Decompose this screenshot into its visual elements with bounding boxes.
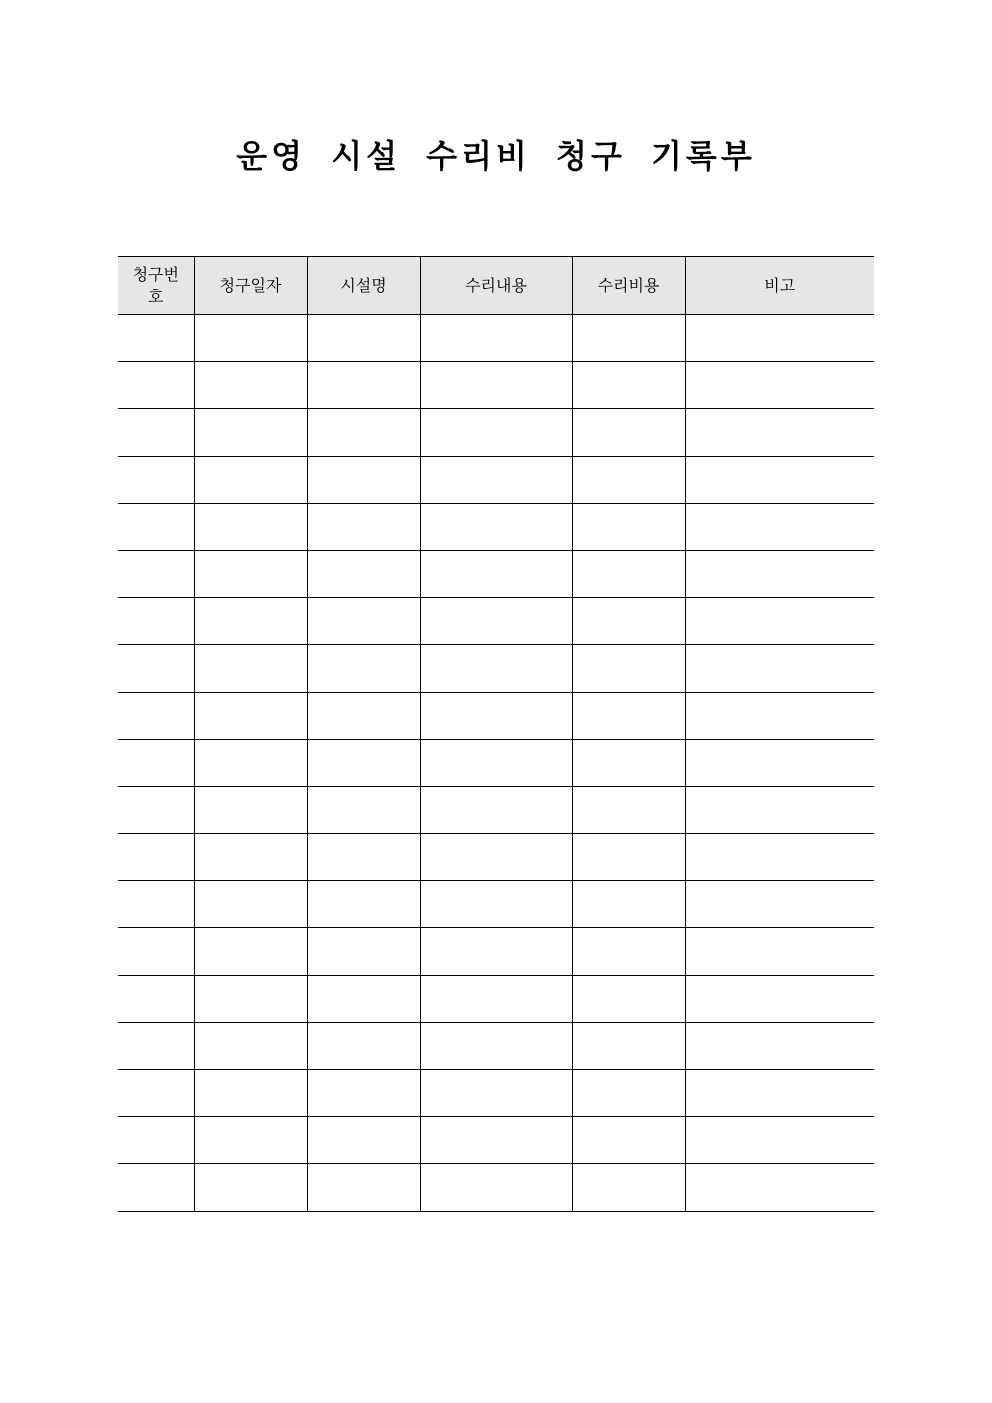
repair-cost-cell[interactable]	[572, 1070, 685, 1117]
repair-cost-cell[interactable]	[572, 315, 685, 362]
repair-details-cell[interactable]	[420, 928, 572, 975]
repair-details-cell[interactable]	[420, 1070, 572, 1117]
remarks-cell[interactable]	[685, 362, 874, 409]
table-header-row	[118, 257, 874, 315]
claim-date-cell[interactable]	[194, 1070, 307, 1117]
table-row	[118, 692, 874, 739]
repair-details-cell[interactable]	[420, 1022, 572, 1069]
claim-number-cell[interactable]	[118, 975, 194, 1022]
facility-name-cell[interactable]	[307, 692, 420, 739]
table-row	[118, 834, 874, 881]
claim-number-cell[interactable]	[118, 598, 194, 645]
remarks-cell[interactable]	[685, 1022, 874, 1069]
remarks-cell[interactable]	[685, 834, 874, 881]
table-row	[118, 786, 874, 833]
repair-cost-cell[interactable]	[572, 1164, 685, 1211]
claim-number-cell[interactable]	[118, 409, 194, 456]
claim-number-cell[interactable]	[118, 1117, 194, 1164]
remarks-cell[interactable]	[685, 409, 874, 456]
claim-date-cell[interactable]	[194, 692, 307, 739]
claim-date-cell[interactable]	[194, 550, 307, 597]
repair-cost-cell[interactable]	[572, 1117, 685, 1164]
claim-number-cell[interactable]	[118, 1070, 194, 1117]
repair-details-cell[interactable]	[420, 739, 572, 786]
repair-cost-cell[interactable]	[572, 786, 685, 833]
facility-name-cell[interactable]	[307, 928, 420, 975]
repair-details-cell[interactable]	[420, 881, 572, 928]
table-row	[118, 739, 874, 786]
repair-details-cell[interactable]	[420, 645, 572, 692]
repair-details-cell[interactable]	[420, 598, 572, 645]
claim-date-cell[interactable]	[194, 1022, 307, 1069]
repair-cost-cell[interactable]	[572, 975, 685, 1022]
facility-name-cell[interactable]	[307, 409, 420, 456]
claim-number-cell[interactable]	[118, 1022, 194, 1069]
facility-name-cell[interactable]	[307, 881, 420, 928]
repair-details-cell[interactable]	[420, 1164, 572, 1211]
remarks-cell[interactable]	[685, 881, 874, 928]
facility-name-cell[interactable]	[307, 1117, 420, 1164]
table-row	[118, 409, 874, 456]
facility-name-cell[interactable]	[307, 550, 420, 597]
claim-date-cell[interactable]	[194, 645, 307, 692]
claim-number-cell[interactable]	[118, 503, 194, 550]
facility-name-cell[interactable]	[307, 1070, 420, 1117]
repair-cost-ledger-table	[118, 256, 874, 1212]
repair-cost-cell[interactable]	[572, 362, 685, 409]
header-repair-details: 수리내용	[420, 257, 572, 315]
claim-number-cell[interactable]	[118, 550, 194, 597]
repair-cost-cell[interactable]	[572, 598, 685, 645]
claim-number-cell[interactable]	[118, 692, 194, 739]
table-row	[118, 362, 874, 409]
facility-name-cell[interactable]	[307, 786, 420, 833]
repair-details-cell[interactable]	[420, 975, 572, 1022]
claim-date-cell[interactable]	[194, 739, 307, 786]
table-body	[118, 315, 874, 1212]
header-claim-number: 청구번호	[118, 257, 194, 315]
table-row	[118, 503, 874, 550]
claim-date-cell[interactable]	[194, 881, 307, 928]
claim-number-cell[interactable]	[118, 456, 194, 503]
claim-date-cell[interactable]	[194, 315, 307, 362]
repair-cost-cell[interactable]	[572, 928, 685, 975]
claim-number-cell[interactable]	[118, 928, 194, 975]
claim-date-cell[interactable]	[194, 503, 307, 550]
repair-details-cell[interactable]	[420, 315, 572, 362]
remarks-cell[interactable]	[685, 975, 874, 1022]
remarks-cell[interactable]	[685, 550, 874, 597]
repair-details-cell[interactable]	[420, 409, 572, 456]
facility-name-cell[interactable]	[307, 1164, 420, 1211]
header-facility-name: 시설명	[307, 257, 420, 315]
remarks-cell[interactable]	[685, 598, 874, 645]
claim-date-cell[interactable]	[194, 598, 307, 645]
facility-name-cell[interactable]	[307, 1022, 420, 1069]
header-repair-cost: 수리비용	[572, 257, 685, 315]
facility-name-cell[interactable]	[307, 456, 420, 503]
remarks-cell[interactable]	[685, 503, 874, 550]
repair-cost-cell[interactable]	[572, 692, 685, 739]
claim-number-cell[interactable]	[118, 1164, 194, 1211]
facility-name-cell[interactable]	[307, 645, 420, 692]
table-row	[118, 975, 874, 1022]
repair-cost-cell[interactable]	[572, 409, 685, 456]
repair-details-cell[interactable]	[420, 834, 572, 881]
table-row	[118, 1070, 874, 1117]
claim-number-cell[interactable]	[118, 881, 194, 928]
claim-date-cell[interactable]	[194, 786, 307, 833]
remarks-cell[interactable]	[685, 1070, 874, 1117]
repair-cost-cell[interactable]	[572, 503, 685, 550]
facility-name-cell[interactable]	[307, 739, 420, 786]
claim-number-cell[interactable]	[118, 834, 194, 881]
repair-cost-cell[interactable]	[572, 550, 685, 597]
remarks-cell[interactable]	[685, 739, 874, 786]
remarks-cell[interactable]	[685, 1117, 874, 1164]
table-row	[118, 645, 874, 692]
table-row	[118, 1164, 874, 1211]
repair-details-cell[interactable]	[420, 503, 572, 550]
claim-date-cell[interactable]	[194, 1117, 307, 1164]
repair-details-cell[interactable]	[420, 362, 572, 409]
document-title: 운영 시설 수리비 청구 기록부	[236, 137, 756, 175]
claim-date-cell[interactable]	[194, 834, 307, 881]
table-row	[118, 928, 874, 975]
remarks-cell[interactable]	[685, 645, 874, 692]
header-remarks: 비고	[685, 257, 874, 315]
repair-cost-cell[interactable]	[572, 881, 685, 928]
table-row	[118, 456, 874, 503]
repair-cost-cell[interactable]	[572, 739, 685, 786]
claim-date-cell[interactable]	[194, 456, 307, 503]
repair-details-cell[interactable]	[420, 692, 572, 739]
claim-date-cell[interactable]	[194, 928, 307, 975]
claim-date-cell[interactable]	[194, 1164, 307, 1211]
repair-cost-cell[interactable]	[572, 456, 685, 503]
facility-name-cell[interactable]	[307, 362, 420, 409]
claim-date-cell[interactable]	[194, 409, 307, 456]
repair-cost-cell[interactable]	[572, 1022, 685, 1069]
repair-details-cell[interactable]	[420, 786, 572, 833]
repair-cost-cell[interactable]	[572, 645, 685, 692]
claim-date-cell[interactable]	[194, 362, 307, 409]
remarks-cell[interactable]	[685, 1164, 874, 1211]
repair-details-cell[interactable]	[420, 1117, 572, 1164]
table-row	[118, 550, 874, 597]
claim-number-cell[interactable]	[118, 739, 194, 786]
facility-name-cell[interactable]	[307, 503, 420, 550]
remarks-cell[interactable]	[685, 692, 874, 739]
claim-number-cell[interactable]	[118, 362, 194, 409]
table-row	[118, 315, 874, 362]
claim-number-cell[interactable]	[118, 315, 194, 362]
repair-details-cell[interactable]	[420, 550, 572, 597]
facility-name-cell[interactable]	[307, 598, 420, 645]
remarks-cell[interactable]	[685, 456, 874, 503]
remarks-cell[interactable]	[685, 928, 874, 975]
claim-number-cell[interactable]	[118, 786, 194, 833]
table-row	[118, 1022, 874, 1069]
header-claim-date: 청구일자	[194, 257, 307, 315]
facility-name-cell[interactable]	[307, 834, 420, 881]
facility-name-cell[interactable]	[307, 975, 420, 1022]
table-row	[118, 598, 874, 645]
table-row	[118, 881, 874, 928]
repair-cost-cell[interactable]	[572, 834, 685, 881]
facility-name-cell[interactable]	[307, 315, 420, 362]
repair-details-cell[interactable]	[420, 456, 572, 503]
table-row	[118, 1117, 874, 1164]
claim-date-cell[interactable]	[194, 975, 307, 1022]
remarks-cell[interactable]	[685, 786, 874, 833]
claim-number-cell[interactable]	[118, 645, 194, 692]
remarks-cell[interactable]	[685, 315, 874, 362]
